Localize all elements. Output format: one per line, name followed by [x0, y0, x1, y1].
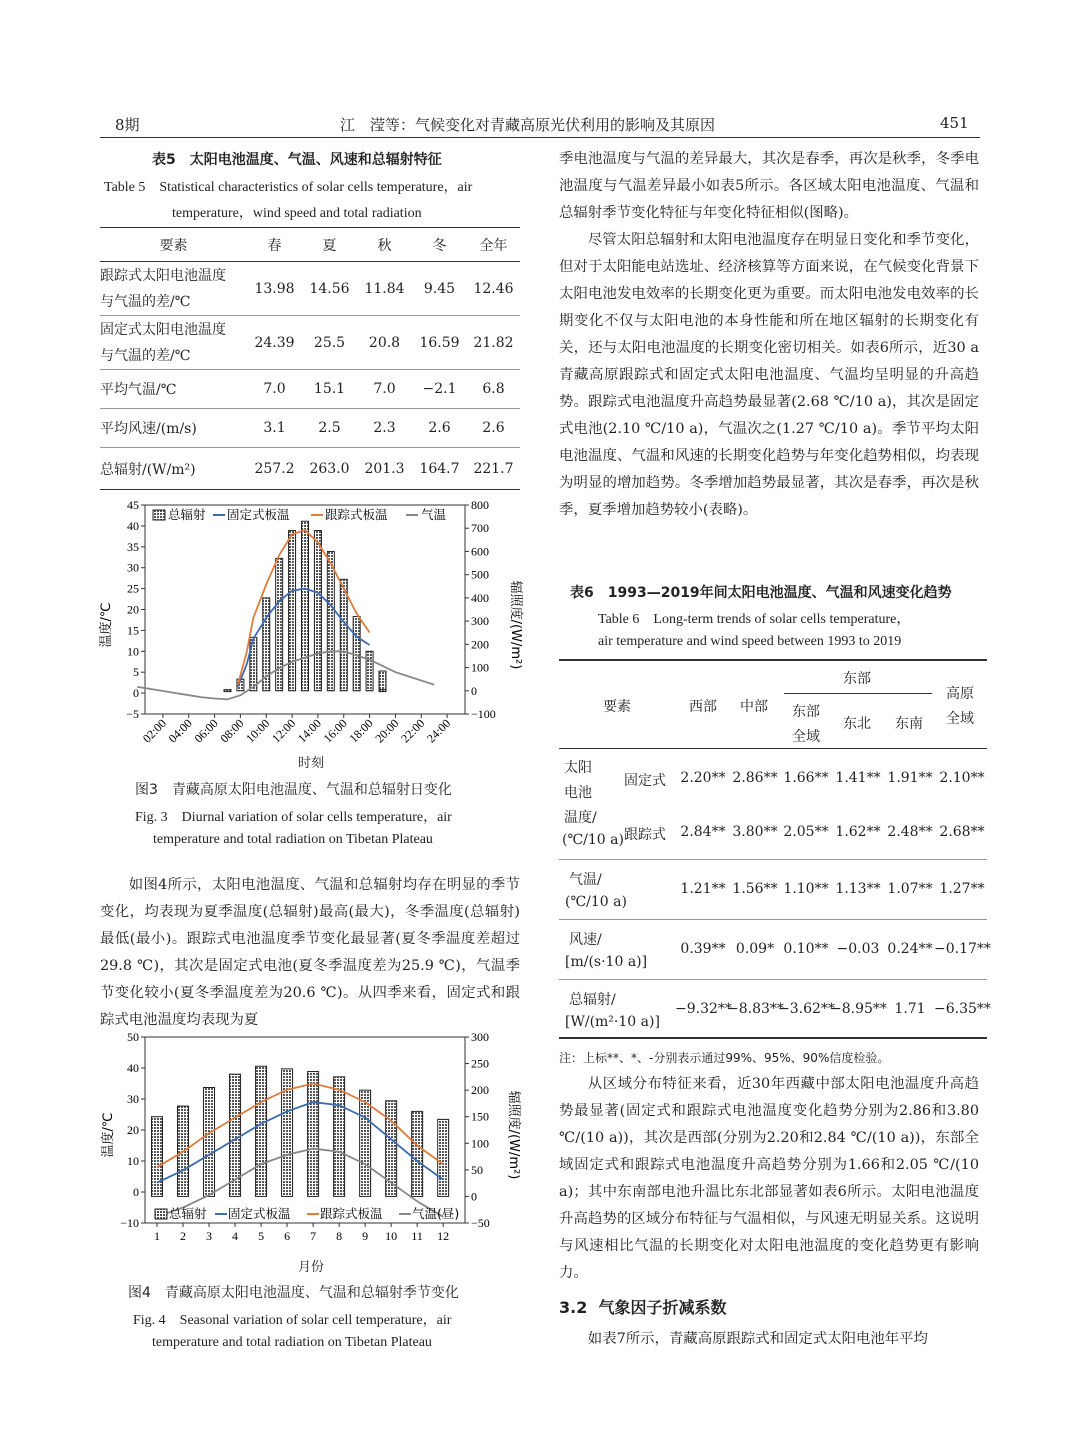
y-tick-label: 15 — [127, 623, 139, 638]
x-tick-label: 9 — [362, 1229, 369, 1243]
cell: −0.03 — [836, 941, 880, 957]
t6-tracking-label: 跟踪式 — [624, 827, 666, 843]
y-tick-label: 40 — [127, 1061, 139, 1075]
cell: 12.46 — [473, 280, 514, 297]
x-tick-label: 2 — [180, 1229, 187, 1243]
cell: 7.0 — [263, 381, 286, 397]
row-label: 跟踪式太阳电池温度 — [100, 267, 226, 284]
fig3-xlabel: 时刻 — [298, 756, 325, 771]
y-tick-label: 20 — [127, 602, 139, 617]
table6-caption-en-1: Table 6 Long-term trends of solar cells temperature， — [598, 612, 911, 627]
y-tick-label: 25 — [127, 581, 139, 596]
y2-tick-label: 700 — [471, 521, 489, 536]
x-tick-label: 8 — [336, 1229, 343, 1243]
y2-tick-label: 300 — [471, 1030, 489, 1044]
fig4-chart — [100, 1025, 520, 1275]
t6-header-east-all-2: 全域 — [792, 729, 820, 745]
cell: 2.68** — [939, 824, 985, 840]
radiation-bar — [204, 1087, 215, 1196]
y-tick-label: 0 — [133, 1185, 139, 1199]
x-tick-label: 02:00 — [139, 716, 170, 746]
cell: 16.59 — [419, 334, 460, 351]
x-tick-label: 08:00 — [217, 716, 247, 746]
x-tick-label: 24:00 — [423, 716, 454, 746]
fig3-caption-en-1: Fig. 3 Diurnal variation of solar cells temperature，air — [135, 810, 452, 825]
radiation-bar — [366, 651, 373, 690]
cell: 1.71 — [894, 1001, 926, 1017]
legend-tracking: 跟踪式板温 — [325, 507, 388, 522]
cell: 2.3 — [373, 420, 396, 436]
cell: 3.1 — [263, 420, 286, 436]
y2-tick-label: 200 — [471, 1083, 489, 1098]
y-tick-label: 40 — [127, 518, 139, 533]
table5-caption-en-2: temperature，wind speed and total radiation — [172, 206, 422, 221]
x-tick-label: 18:00 — [346, 716, 376, 746]
cell: −8.83** — [727, 1001, 784, 1017]
table-row — [100, 370, 520, 409]
fig3-caption-en-2: temperature and total radiation on Tibetan Plateau — [153, 832, 433, 847]
cell: 2.6 — [482, 420, 505, 436]
y2-tick-label: −100 — [471, 707, 496, 721]
t6-header-central: 中部 — [740, 699, 768, 715]
t6-header-east-all-1: 东部 — [792, 704, 820, 720]
section-number: 3.2 — [559, 1298, 588, 1317]
cell: 263.0 — [309, 460, 350, 477]
cell: 2.6 — [428, 420, 451, 436]
legend-radiation: 总辐射 — [169, 1206, 207, 1221]
cell: 11.84 — [364, 280, 405, 297]
fig4-ylabel: 温度/℃ — [101, 1112, 116, 1158]
t5-header-summer: 夏 — [322, 237, 337, 254]
running-title: 江 滢等：气候变化对青藏高原光伏利用的影响及其原因 — [340, 116, 716, 134]
y2-tick-label: 400 — [471, 590, 489, 605]
x-tick-label: 7 — [310, 1229, 317, 1243]
table6-caption-zh: 表6 1993—2019年间太阳电池温度、气温和风速变化趋势 — [570, 585, 952, 601]
table-row — [100, 262, 520, 316]
legend-radiation-swatch — [153, 510, 165, 520]
section-heading — [559, 1295, 727, 1318]
cell: 7.0 — [373, 381, 396, 397]
cell: 164.7 — [419, 460, 460, 477]
cell: 1.10** — [783, 881, 829, 897]
cell: 24.39 — [254, 334, 295, 351]
table5-caption-en-1: Table 5 Statistical characteristics of solar cells temperature，air — [104, 180, 473, 195]
cell: 1.56** — [732, 881, 778, 897]
x-tick-label: 6 — [284, 1229, 291, 1243]
y2-tick-label: 200 — [471, 637, 489, 652]
fig3-chart — [99, 495, 523, 770]
t6-wind-label: 风速/ — [569, 932, 602, 948]
y2-tick-label: 800 — [471, 498, 489, 512]
y2-tick-label: 50 — [471, 1162, 483, 1177]
radiation-bar — [340, 579, 347, 690]
radiation-bar — [412, 1111, 423, 1196]
cell: 20.8 — [368, 334, 401, 351]
x-tick-label: 14:00 — [294, 716, 325, 746]
radiation-bar — [289, 531, 296, 691]
cell: 1.21** — [680, 881, 726, 897]
y-tick-label: 45 — [127, 498, 139, 512]
fig4-caption-en-1: Fig. 4 Seasonal variation of solar cell temperature，air — [133, 1313, 452, 1328]
t6-header-element: 要素 — [603, 699, 631, 715]
t6-fixed-label: 固定式 — [624, 773, 666, 789]
paragraph: 尽管太阳总辐射和太阳电池温度存在明显日变化和季节变化，但对于太阳能电站选址、经济核算等方面来说，在气候变化背景下太阳电池发电效率的长期变化更为重要。而太阳电池发电效率的长期变化不仅与太阳电池的本身性能和所在地区辐射的长期变化有关，还与太阳电池温度的长期变化密切相关。如表6所示，近30 a青藏高原跟踪式和固定式太阳电池温度、气温均呈明显的升高趋势。跟踪式电池温度升高趋势最显著(2.68 ℃/10 a)，其次是固定式电池(2.10 ℃/10 a)，气温次之(1.27 ℃/10 a)。季节平均太阳电池温度、气温和风速的长期变化趋势与年变化趋势相似，均表现为明显的增加趋势。冬季增加趋势最显著，其次是春季，再次是秋季，夏季增加趋势较小(表略)。 — [559, 232, 979, 518]
x-tick-label: 10 — [385, 1229, 398, 1243]
cell: 0.24** — [887, 941, 933, 957]
t5-header-element: 要素 — [159, 237, 188, 254]
radiation-bar — [314, 531, 321, 691]
cell: 25.5 — [313, 334, 346, 351]
cell: 2.84** — [680, 824, 726, 840]
legend-fixed: 固定式板温 — [228, 1206, 291, 1221]
body-paragraph-left — [100, 872, 520, 1034]
cell: 1.66** — [783, 770, 829, 786]
legend-air: 气温(昼) — [412, 1206, 460, 1221]
fixed-temp-line — [157, 1102, 443, 1183]
cell: 21.82 — [473, 334, 514, 351]
y-tick-label: 35 — [127, 539, 139, 554]
cell: 2.5 — [318, 420, 341, 436]
radiation-bar — [256, 1066, 267, 1196]
radiation-bar — [334, 1077, 345, 1197]
t6-air-label: (℃/10 a) — [565, 894, 627, 910]
x-tick-label: 3 — [206, 1229, 213, 1243]
radiation-bar — [327, 551, 334, 690]
radiation-bar — [308, 1072, 319, 1197]
radiation-bar — [276, 558, 283, 690]
body-right-1 — [559, 146, 979, 524]
cell: 2.10** — [939, 770, 985, 786]
x-tick-label: 11 — [411, 1229, 423, 1243]
t6-header-plateau-1: 高原 — [946, 686, 974, 702]
table6-note: 注：上标**、*、-分别表示通过99%、95%、90%信度检验。 — [559, 1051, 890, 1065]
cell: 13.98 — [254, 280, 295, 297]
radiation-bar — [302, 521, 309, 691]
x-tick-label: 1 — [154, 1229, 160, 1243]
y2-tick-label: 300 — [471, 614, 489, 629]
cell: 2.05** — [783, 824, 829, 840]
radiation-bar — [379, 690, 386, 692]
y2-tick-label: 600 — [471, 544, 489, 559]
cell: 257.2 — [254, 460, 295, 477]
cell: 15.1 — [313, 381, 346, 397]
fig4-caption-en-2: temperature and total radiation on Tibetan Plateau — [152, 1335, 432, 1350]
t6-solar-label: 电池 — [564, 785, 592, 801]
y-tick-label: 10 — [127, 1154, 139, 1168]
cell: 1.07** — [887, 881, 933, 897]
y-tick-label: −5 — [126, 707, 139, 721]
table-row — [100, 409, 520, 448]
cell: −2.1 — [422, 381, 457, 397]
x-tick-label: 12:00 — [268, 716, 299, 746]
t6-wind-label: [m/(s·10 a)] — [565, 954, 648, 970]
section-title: 气象因子折减系数 — [598, 1298, 727, 1317]
t5-header-annual: 全年 — [479, 237, 508, 254]
t6-header-plateau-2: 全域 — [946, 711, 974, 727]
x-tick-label: 4 — [232, 1229, 239, 1243]
body-right-3 — [559, 1326, 979, 1353]
x-tick-label: 22:00 — [398, 716, 428, 746]
cell: 221.7 — [473, 460, 514, 477]
fig4-ylabel2: 辐照度/(W/m²) — [506, 1090, 521, 1180]
tracking-temp-line — [157, 1084, 443, 1168]
cell: 3.80** — [732, 824, 778, 840]
cell: 1.27** — [939, 881, 985, 897]
legend-radiation: 总辐射 — [168, 507, 206, 522]
x-tick-label: 06:00 — [191, 716, 221, 746]
y2-tick-label: 250 — [471, 1056, 489, 1071]
y-tick-label: −10 — [120, 1216, 139, 1230]
row-label: 与气温的差/℃ — [100, 293, 191, 310]
cell: −3.62** — [778, 1001, 835, 1017]
fig3-ylabel: 温度/℃ — [99, 602, 114, 648]
cell: 201.3 — [364, 460, 405, 477]
fig3-ylabel2: 辐照度/(W/m²) — [508, 580, 523, 670]
y2-tick-label: −50 — [471, 1216, 490, 1230]
cell: 1.91** — [887, 770, 933, 786]
table6-caption-en-2: air temperature and wind speed between 1993 to 2019 — [598, 634, 902, 649]
radiation-bar — [379, 671, 386, 691]
cell: 1.62** — [835, 824, 881, 840]
fig4-caption-zh: 图4 青藏高原太阳电池温度、气温和总辐射季节变化 — [128, 1285, 459, 1301]
y-tick-label: 30 — [127, 560, 139, 575]
legend-fixed: 固定式板温 — [227, 507, 290, 522]
cell: 9.45 — [423, 280, 456, 297]
cell: 0.10** — [783, 941, 829, 957]
x-tick-label: 5 — [258, 1229, 265, 1243]
y-tick-label: 0 — [133, 686, 139, 701]
radiation-bar — [360, 1090, 371, 1196]
body-right-2 — [559, 1071, 979, 1287]
t6-solar-label: 温度/ — [564, 810, 597, 826]
cell: 1.13** — [835, 881, 881, 897]
y2-tick-label: 100 — [471, 1136, 489, 1151]
t5-header-winter: 冬 — [432, 237, 447, 254]
cell: 0.39** — [680, 941, 726, 957]
paragraph: 如表7所示，青藏高原跟踪式和固定式太阳电池年平均 — [587, 1331, 928, 1347]
row-label: 总辐射/(W/m²) — [100, 461, 196, 478]
table5 — [100, 227, 520, 490]
paragraph: 如图4所示，太阳电池温度、气温和总辐射均存在明显的季节变化，均表现为夏季温度(总辐射)最高(最大)，冬季温度(总辐射)最低(最小)。跟踪式电池温度季节变化最显著(夏冬季温度差超过29.8 ℃)，其次是固定式电池(夏冬季温度差为25.9 ℃)，气温季节变化较小(夏冬季温度差为20.6 ℃)。从四季来看，固定式和跟踪式电池温度均表现为夏 — [100, 877, 520, 1028]
radiation-bar — [353, 616, 360, 690]
cell: −8.95** — [830, 1001, 887, 1017]
x-tick-label: 20:00 — [372, 716, 402, 746]
t6-solar-label: (℃/10 a) — [562, 832, 624, 848]
t6-header-west: 西部 — [689, 699, 717, 715]
issue-number: 8期 — [115, 116, 140, 134]
air-temp-line — [137, 651, 434, 699]
t6-header-northeast: 东北 — [843, 716, 871, 732]
cell: 6.8 — [482, 381, 505, 397]
legend-tracking: 跟踪式板温 — [320, 1206, 383, 1221]
y2-tick-label: 0 — [471, 683, 477, 698]
radiation-bar — [224, 690, 231, 692]
cell: −6.35** — [934, 1001, 991, 1017]
row-label: 固定式太阳电池温度 — [100, 321, 226, 338]
row-label: 平均气温/℃ — [100, 382, 177, 398]
t6-rad-label: 总辐射/ — [569, 992, 616, 1008]
cell: 2.48** — [887, 824, 933, 840]
row-label: 平均风速/(m/s) — [100, 421, 197, 437]
x-tick-label: 04:00 — [165, 716, 195, 746]
cell: −0.17** — [934, 941, 991, 957]
cell: 0.09* — [735, 941, 775, 957]
t5-header-autumn: 秋 — [377, 237, 392, 254]
y2-tick-label: 100 — [471, 660, 489, 675]
y2-tick-label: 500 — [471, 567, 489, 582]
radiation-bar — [152, 1117, 163, 1197]
page-number: 451 — [940, 114, 969, 132]
x-tick-label: 10:00 — [243, 716, 273, 746]
legend-radiation-swatch — [155, 1209, 167, 1219]
t6-air-label: 气温/ — [569, 872, 602, 888]
t6-rad-label: [W/(m²·10 a)] — [565, 1014, 660, 1030]
t5-header-spring: 春 — [267, 237, 282, 254]
cell: 1.41** — [835, 770, 881, 786]
fig3-caption-zh: 图3 青藏高原太阳电池温度、气温和总辐射日变化 — [135, 782, 452, 798]
header-rule — [100, 137, 980, 138]
radiation-bar — [438, 1119, 449, 1196]
paragraph: 从区域分布特征来看，近30年西藏中部太阳电池温度升高趋势最显著(固定式和跟踪式电池温度变化趋势分别为2.86和3.80 ℃/(10 a))，其次是西部(分别为2.20和2.84 ℃/(10 a))，东部全域固定式和跟踪式电池温度升高趋势分别为1.66和2.05 ℃/(10 a)；其中东南部电池升温比东北部显著如表6所示。太阳电池温度升高趋势的区域分布特征与气温相似，与风速无明显关系。这说明与风速相比气温的长期变化对太阳电池温度的变化趋势更有影响力。 — [559, 1076, 979, 1281]
table-row — [100, 316, 520, 370]
table-row — [100, 448, 520, 490]
y-tick-label: 20 — [127, 1123, 139, 1137]
cell: −9.32** — [675, 1001, 732, 1017]
paragraph: 季电池温度与气温的差异最大，其次是春季，再次是秋季，冬季电池温度与气温差异最小如表5所示。各区域太阳电池温度、气温和总辐射季节变化特征与年变化特征相似(图略)。 — [559, 151, 979, 221]
cell: 2.86** — [732, 770, 778, 786]
x-tick-label: 16:00 — [320, 716, 350, 746]
y2-tick-label: 150 — [471, 1109, 489, 1124]
legend-air: 气温 — [421, 507, 447, 522]
cell: 14.56 — [309, 280, 350, 297]
table6 — [559, 659, 991, 1039]
fig4-xlabel: 月份 — [298, 1260, 325, 1275]
y-tick-label: 5 — [133, 665, 139, 680]
table5-caption-zh: 表5 太阳电池温度、气温、风速和总辐射特征 — [152, 152, 442, 168]
y-tick-label: 30 — [127, 1092, 139, 1106]
y2-tick-label: 0 — [471, 1189, 477, 1204]
cell: 2.20** — [680, 770, 726, 786]
x-tick-label: 12 — [437, 1229, 450, 1243]
t6-header-southeast: 东南 — [895, 716, 923, 732]
t6-solar-label: 太阳 — [564, 760, 592, 776]
t6-header-east: 东部 — [843, 671, 871, 687]
y-tick-label: 50 — [127, 1030, 139, 1044]
row-label: 与气温的差/℃ — [100, 347, 191, 364]
y-tick-label: 10 — [127, 644, 139, 659]
